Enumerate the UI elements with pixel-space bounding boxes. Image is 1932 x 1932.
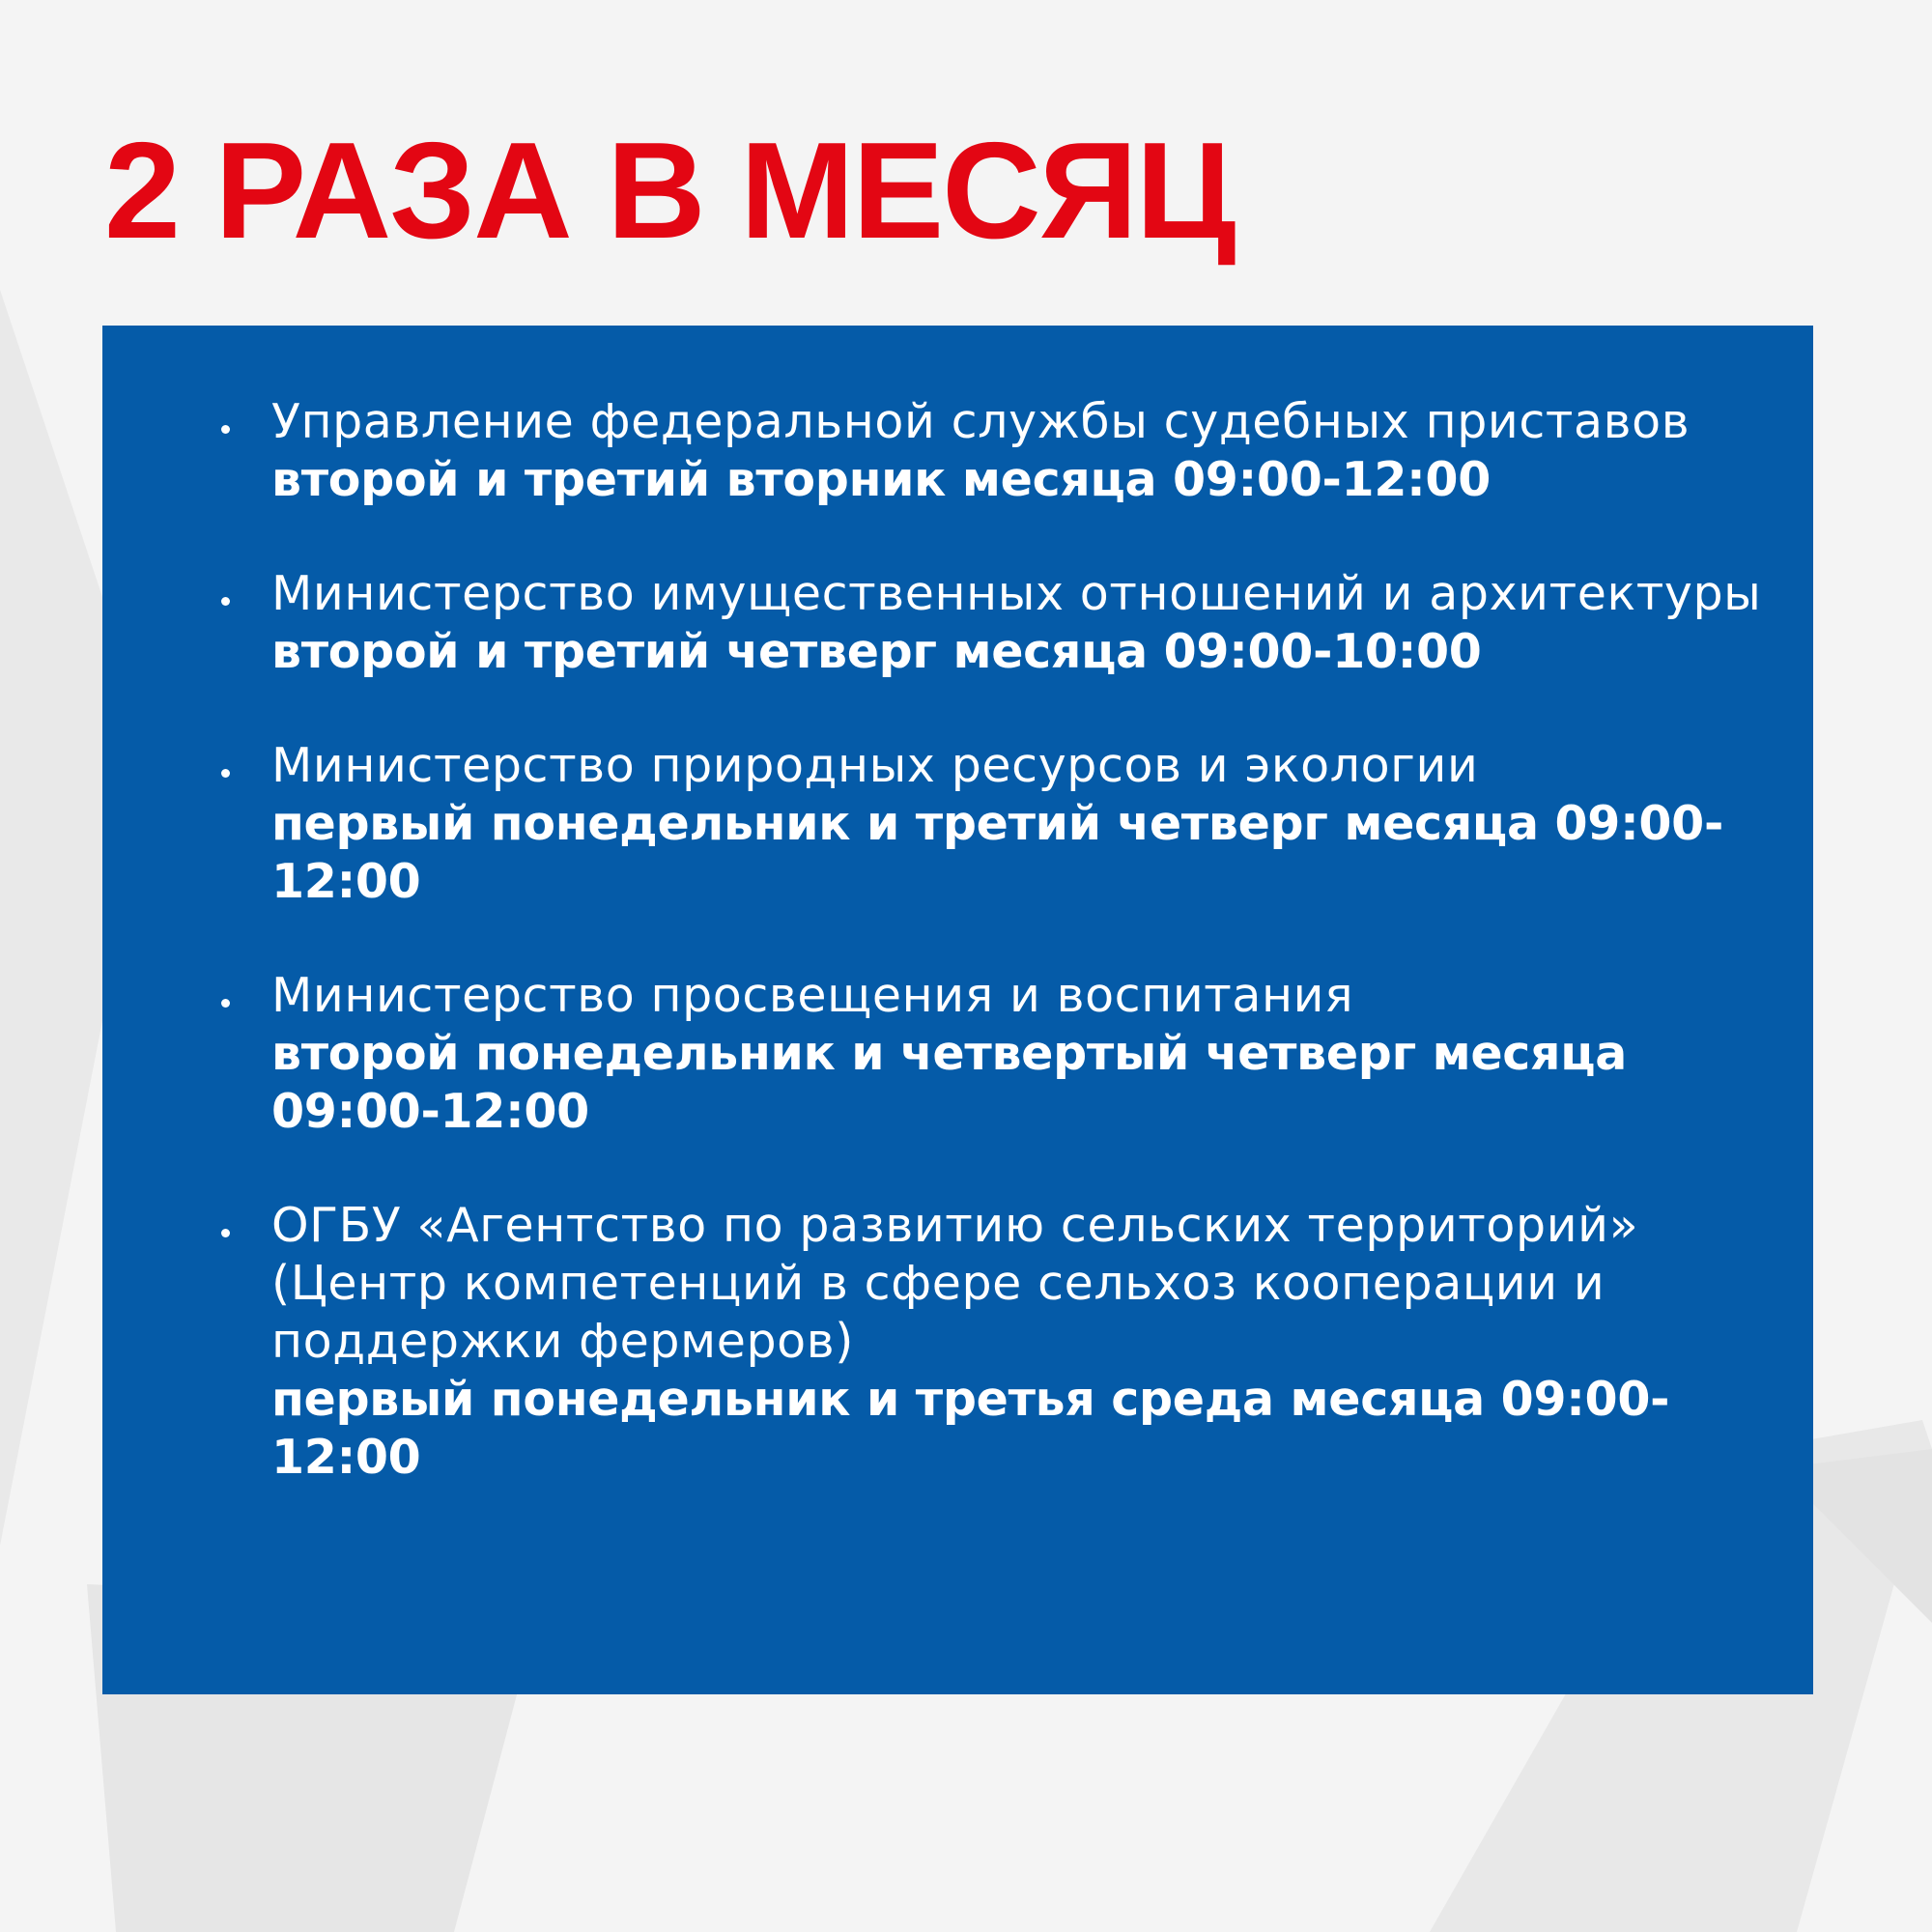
schedule-panel [102, 326, 1813, 1694]
bullet-icon [221, 1229, 230, 1237]
list-item [271, 1197, 1778, 1487]
reception-schedule: второй и третий вторник месяца 09:00-12:00 [271, 452, 1491, 507]
reception-schedule: второй понедельник и четвертый четверг месяца 09:00-12:00 [271, 1026, 1628, 1139]
organization-name: Управление федеральной службы судебных приставов [271, 394, 1690, 449]
organization-name: Министерство природных ресурсов и экологии [271, 738, 1479, 793]
organization-name: Министерство просвещения и воспитания [271, 968, 1354, 1023]
bullet-icon [221, 999, 230, 1008]
bullet-icon [221, 425, 230, 434]
schedule-list [271, 393, 1778, 1543]
organization-name: ОГБУ «Агентство по развитию сельских территорий» (Центр компетенций в сфере сельхоз кооперации и поддержки фермеров) [271, 1198, 1639, 1369]
list-item [271, 393, 1778, 509]
reception-schedule: первый понедельник и третья среда месяца 09:00-12:00 [271, 1372, 1670, 1485]
list-item [271, 967, 1778, 1141]
organization-name: Министерство имущественных отношений и архитектуры [271, 566, 1762, 621]
bullet-icon [221, 769, 230, 778]
bullet-icon [221, 597, 230, 606]
reception-schedule: первый понедельник и третий четверг месяца 09:00-12:00 [271, 796, 1723, 909]
reception-schedule: второй и третий четверг месяца 09:00-10:00 [271, 624, 1482, 679]
page-title: 2 РАЗА В МЕСЯЦ [104, 114, 1235, 268]
list-item [271, 565, 1778, 681]
list-item [271, 737, 1778, 911]
